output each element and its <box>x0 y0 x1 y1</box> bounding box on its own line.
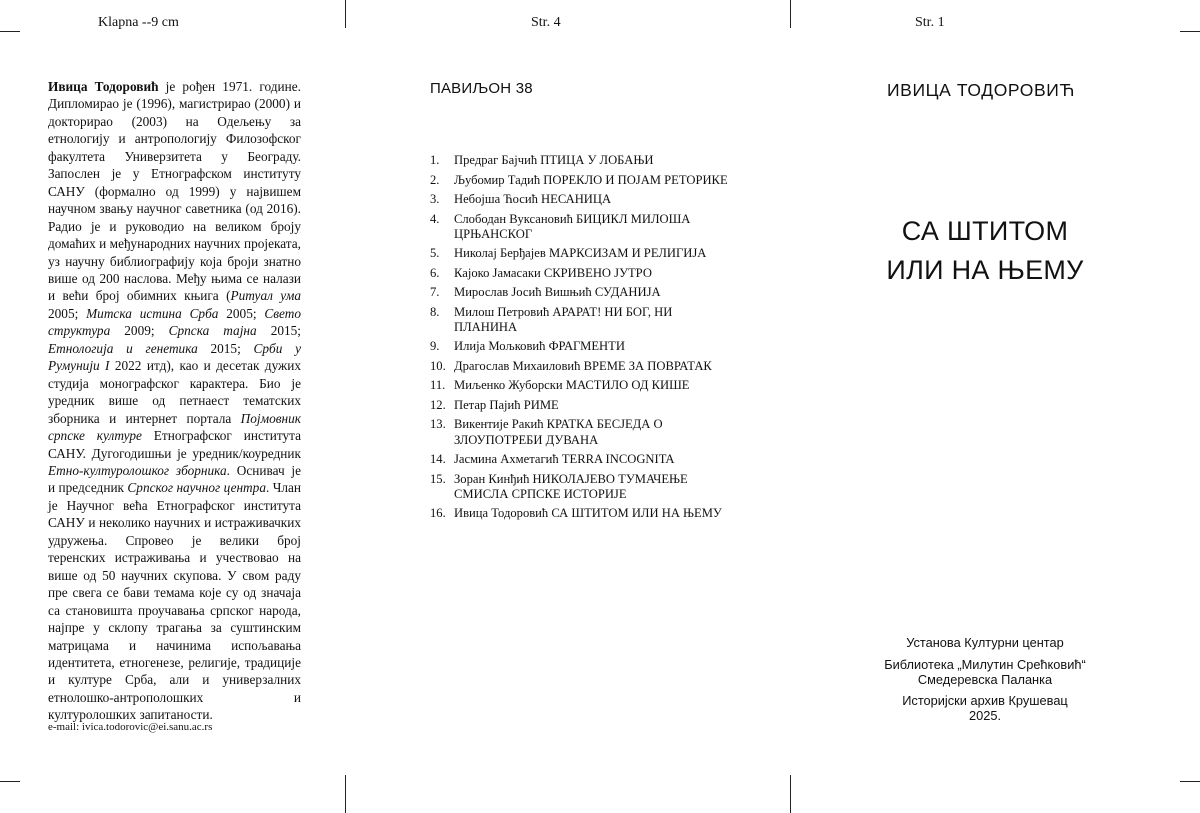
item-number: 15. <box>430 471 446 486</box>
list-item <box>430 398 730 413</box>
item-number: 13. <box>430 417 446 432</box>
crop-mark <box>790 0 791 28</box>
list-item <box>430 246 730 261</box>
journal-title: Етно-културолошког зборника <box>48 462 227 478</box>
item-text: Слободан Вуксановић БИЦИКЛ МИЛОША ЦРЊАНСКОГ <box>454 211 691 241</box>
item-number: 2. <box>430 172 440 187</box>
publisher-line: Историјски архив Крушевац <box>902 693 1068 708</box>
item-text: Викентије Ракић КРАТКА БЕСЈЕДА О ЗЛОУПОТРЕБИ ДУВАНА <box>454 417 663 447</box>
bio-text: 2009; <box>110 323 169 339</box>
crop-mark <box>790 775 791 813</box>
publisher-line: Установа Културни центар <box>906 635 1064 650</box>
crop-mark <box>345 0 346 28</box>
cover-author: ИВИЦА ТОДОРОВИЋ <box>887 80 1075 100</box>
bio-text: 2005; <box>218 305 265 321</box>
item-text: Ивица Тодоровић СА ШТИТОМ ИЛИ НА ЊЕМУ <box>454 506 722 521</box>
item-text: Милош Петровић АРАРАТ! НИ БОГ, НИ ПЛАНИНА <box>454 304 673 334</box>
bio-text: Етнографског института САНУ. Дугогодишњи је уредник/коуредник <box>48 428 301 461</box>
book-title: Срби у Румунији I <box>48 340 301 374</box>
list-item <box>430 378 730 393</box>
item-text: Мирослав Јосић Вишњић СУДАНИЈА <box>454 285 661 300</box>
book-title: Етнологија и генетика <box>48 340 198 356</box>
series-list <box>430 153 730 526</box>
bio-text: 2015; <box>256 323 301 339</box>
publisher-line: Смедеревска Паланка <box>917 672 1053 687</box>
item-number: 6. <box>430 265 440 280</box>
crop-mark <box>345 775 346 813</box>
item-text: Кајоко Јамасаки СКРИВЕНО ЈУТРО <box>454 265 652 280</box>
book-title: Свето структура <box>48 305 301 339</box>
item-text: Предраг Бајчић ПТИЦА У ЛОБАЊИ <box>454 153 654 167</box>
item-number: 16. <box>430 506 446 521</box>
item-number: 1. <box>430 153 440 167</box>
list-item <box>430 472 730 502</box>
item-number: 12. <box>430 397 446 412</box>
list-item <box>430 192 730 207</box>
bio-text: . Члан је Научног већа Етнографског института САНУ и неколико научних и истраживачких удружења. Спровео је велики број теренских истраживања и учествовао на више од 50 научних скупова. У свом раду пре свега се бави темама које су од значаја са становишта проучавања српског народа, најпре у склопу трагања за суштинским матрицама и начинима испољавања идентитета, етногенезе, религије, традиције и културе Срба, али и универзалних етнолошко-антрополошких и културолошких запитаности. <box>48 480 301 723</box>
page4-header: Str. 4 <box>531 15 561 30</box>
bio-text: је рођен 1971. године. Дипломирао је (1996), магистрирао (2000) и докторирао (2003) на Одељењу за етнологију и антропологију Филозофског факултета Универзитета у Београду. Запослен је у Етнографском институту САНУ (формално од 1999) у највишем научном звању научног саветника (од 2016). Радио је и руководио на великом броју домаћих и међународних научних пројеката, уз научну библиографију која броји знатно више од 200 наслова. Међу њима се налази и већи број обимних књига ( <box>48 79 301 304</box>
list-item <box>430 452 730 467</box>
item-number: 8. <box>430 304 440 319</box>
flap-header: Klapna --9 cm <box>98 15 179 30</box>
item-text: Љубомир Тадић ПОРЕКЛО И ПОЈАМ РЕТОРИКЕ <box>454 172 728 187</box>
page1-header: Str. 1 <box>915 15 945 30</box>
cover-title-line2: ИЛИ НА ЊЕМУ <box>886 255 1084 285</box>
list-item <box>430 417 730 447</box>
center-title: Српског научног центра <box>127 480 266 496</box>
list-item <box>430 173 730 188</box>
crop-mark <box>0 31 20 32</box>
crop-mark <box>0 781 20 782</box>
crop-mark <box>1180 31 1200 32</box>
item-text: Јасмина Ахметагић TERRA INCOGNITA <box>454 452 675 467</box>
item-number: 3. <box>430 192 440 206</box>
item-text: Илија Мољковић ФРАГМЕНТИ <box>454 339 625 354</box>
list-item <box>430 506 730 521</box>
series-title: ПАВИЉОН 38 <box>430 80 533 97</box>
list-item <box>430 212 730 242</box>
list-item <box>430 266 730 281</box>
book-title: Митска истина Срба <box>86 305 219 321</box>
item-text: Зоран Кинђић НИКОЛАЈЕВО ТУМАЧЕЊЕ СМИСЛА СРПСКЕ ИСТОРИЈЕ <box>454 471 688 501</box>
bio-text: 2005; <box>48 305 87 321</box>
book-title: Ритуал ума <box>230 288 301 304</box>
author-bio <box>48 78 301 724</box>
author-email: e-mail: ivica.todorovic@ei.sanu.ac.rs <box>48 721 213 733</box>
item-text: Драгослав Михаиловић ВРЕМЕ ЗА ПОВРАТАК <box>454 358 712 373</box>
item-number: 5. <box>430 246 440 261</box>
item-text: Миљенко Жуборски МАСТИЛО ОД КИШЕ <box>454 378 690 393</box>
publication-year: 2025. <box>968 708 1002 723</box>
list-item <box>430 359 730 374</box>
item-number: 14. <box>430 452 446 467</box>
item-text: Николај Берђајев МАРКСИЗАМ И РЕЛИГИЈА <box>454 246 707 261</box>
list-item <box>430 339 730 354</box>
item-number: 10. <box>430 358 446 373</box>
item-number: 11. <box>430 378 446 393</box>
publisher-line: Библиотека „Милутин Срећковић“ <box>884 657 1086 672</box>
item-number: 9. <box>430 339 440 354</box>
list-item <box>430 305 730 335</box>
item-text: Петар Пајић РИМЕ <box>454 397 559 412</box>
crop-mark <box>1180 781 1200 782</box>
item-number: 7. <box>430 285 440 300</box>
list-item <box>430 153 730 168</box>
item-text: Небојша Ћосић НЕСАНИЦА <box>454 192 612 206</box>
bio-name: Ивица Тодоровић <box>48 79 159 94</box>
bio-text: 2015; <box>197 340 254 356</box>
list-item <box>430 285 730 300</box>
portal-title: Појмовник српске културе <box>48 410 301 444</box>
bio-text: 2022 итд), као и десетак дужих студија монографског карактера. Био је уредник више од петнаест тематских зборника и интернет портала <box>48 358 302 426</box>
bio-text: . Оснивач је и председник <box>48 462 301 496</box>
item-number: 4. <box>430 211 440 226</box>
book-title: Српска тајна <box>168 323 257 339</box>
cover-title-line1: СА ШТИТОМ <box>901 216 1069 246</box>
